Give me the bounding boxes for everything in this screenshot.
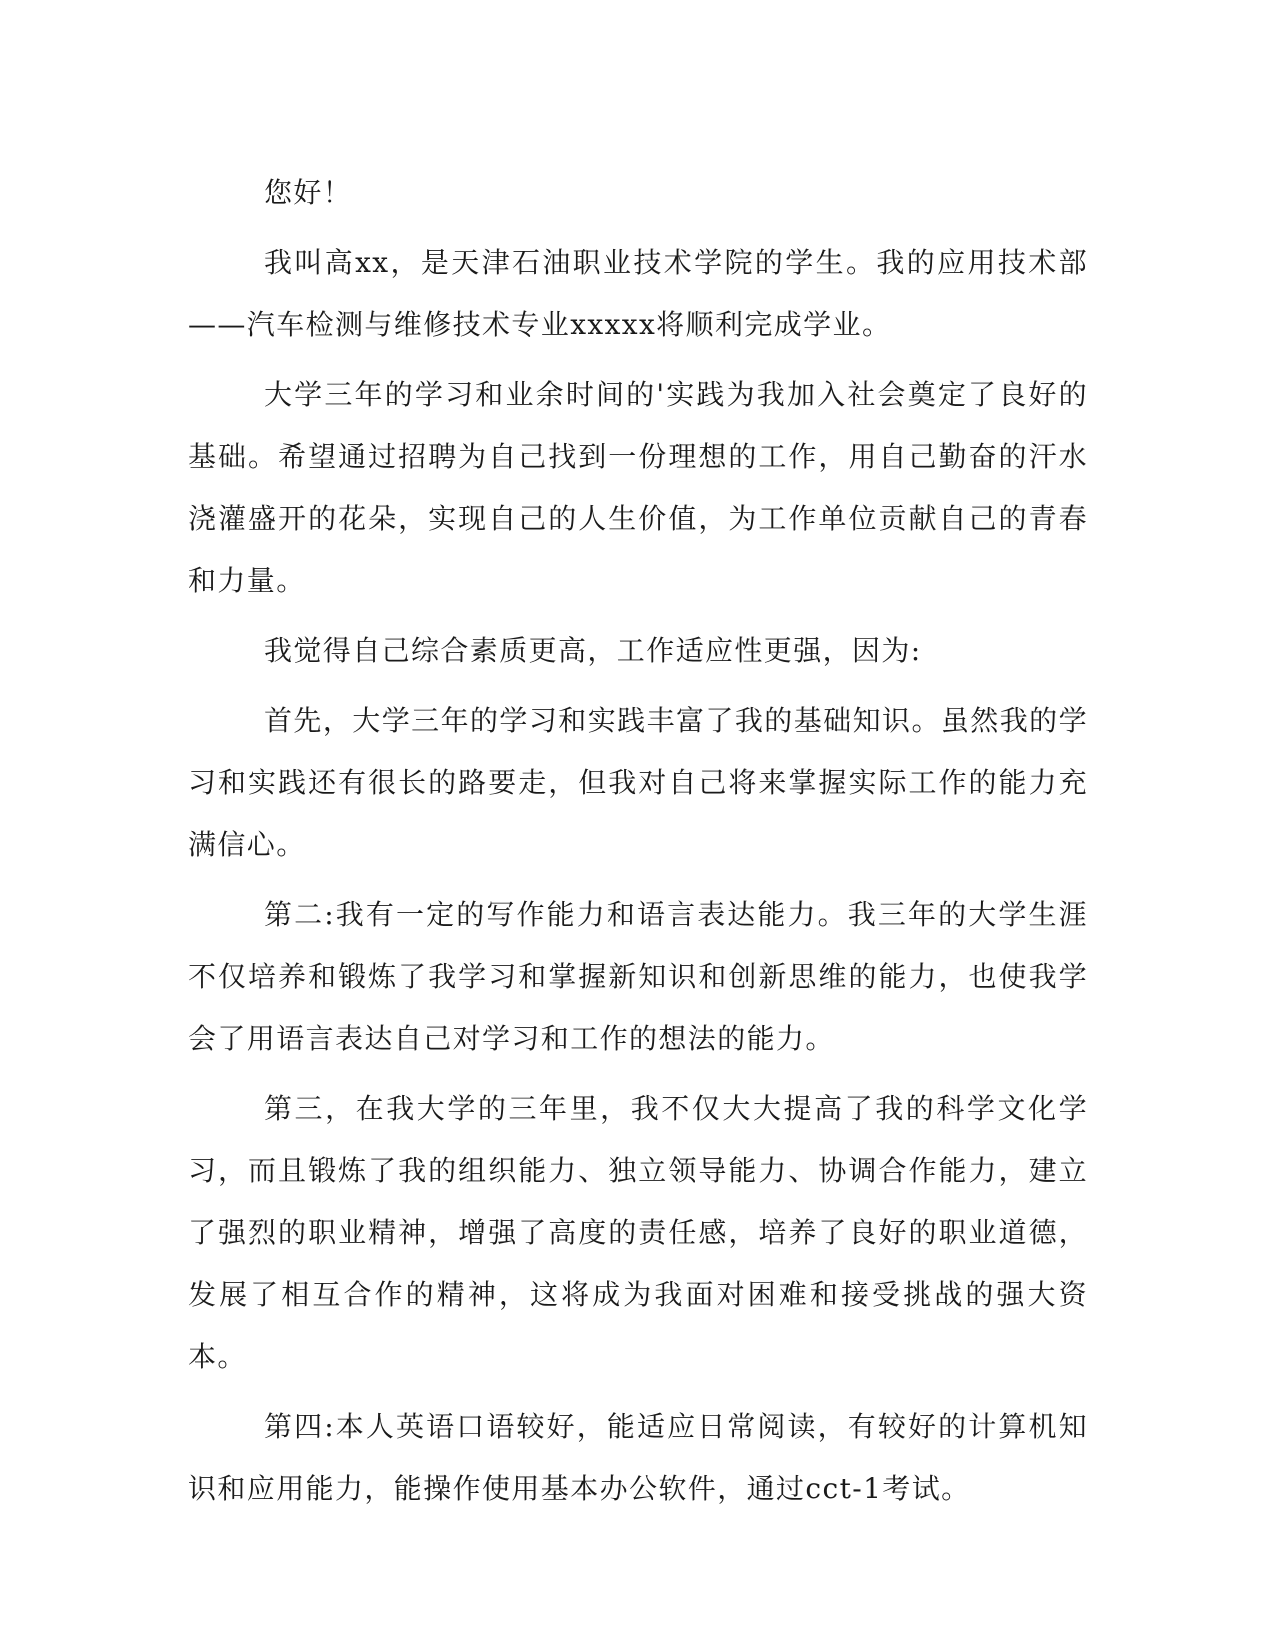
paragraph-goals: 大学三年的学习和业余时间的'实践为我加入社会奠定了良好的基础。希望通过招聘为自己找到一份理想的工作，用自己勤奋的汗水浇灌盛开的花朵，实现自己的人生价值，为工作单位贡献自己的青春和力量。 <box>188 378 1088 597</box>
paragraph-introduction: 我叫高xx，是天津石油职业技术学院的学生。我的应用技术部——汽车检测与维修技术专业xxxxx将顺利完成学业。 <box>188 246 1088 341</box>
paragraph-reasons-intro: 我觉得自己综合素质更高，工作适应性更强，因为: <box>264 634 922 667</box>
paragraph-third-reason: 第三，在我大学的三年里，我不仅大大提高了我的科学文化学习，而且锻炼了我的组织能力、独立领导能力、协调合作能力，建立了强烈的职业精神，增强了高度的责任感，培养了良好的职业道德，发展了相互合作的精神，这将成为我面对困难和接受挑战的强大资本。 <box>188 1092 1088 1373</box>
letter-body <box>188 162 1088 1528</box>
paragraph-first-reason: 首先，大学三年的学习和实践丰富了我的基础知识。虽然我的学习和实践还有很长的路要走，但我对自己将来掌握实际工作的能力充满信心。 <box>188 704 1088 861</box>
paragraph-second-reason: 第二:我有一定的写作能力和语言表达能力。我三年的大学生涯不仅培养和锻炼了我学习和掌握新知识和创新思维的能力，也使我学会了用语言表达自己对学习和工作的想法的能力。 <box>188 898 1088 1055</box>
greeting: 您好！ <box>264 176 353 209</box>
paragraph-fourth-reason: 第四:本人英语口语较好，能适应日常阅读，有较好的计算机知识和应用能力，能操作使用基本办公软件，通过cct-1考试。 <box>188 1410 1088 1505</box>
